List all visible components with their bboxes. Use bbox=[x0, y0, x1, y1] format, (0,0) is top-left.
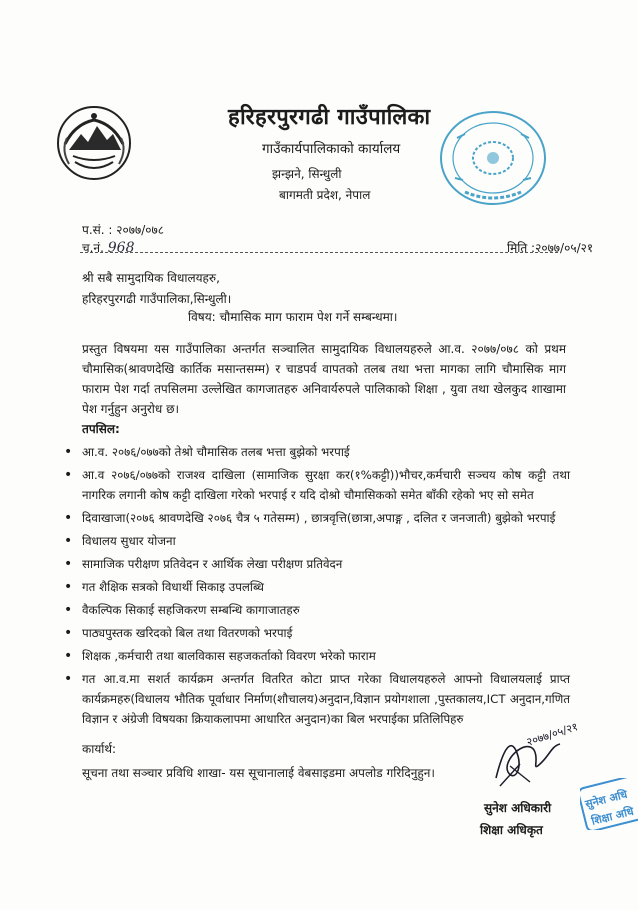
list-item: • गत शैक्षिक सत्रको विधार्थी सिकाइ उपलब्धि bbox=[62, 577, 570, 597]
address-line-2: बागमती प्रदेश, नेपाल bbox=[279, 188, 371, 202]
letter-number-value: 968 bbox=[107, 240, 135, 256]
list-item: • पाठ्यपुस्तक खरिदको बिल तथा वितरणको भरपाई bbox=[62, 623, 570, 643]
address-line-1: झन्झने, सिन्धुली bbox=[272, 167, 342, 181]
tapasil-label: तपसिल: bbox=[82, 422, 120, 436]
officer-stamp-icon bbox=[580, 778, 638, 830]
letter-number bbox=[82, 239, 134, 256]
recipient-line-2: हरिहरपुरगढी गाउँपालिका,सिन्धुली। bbox=[82, 292, 232, 306]
recipient-line-1: श्री सबै सामुदायिक विधालयहरु, bbox=[82, 271, 220, 285]
list-item: • आ.व २०७६/०७७को राजश्व दाखिला (सामाजिक सुरक्षा कर(१%कट्टी))भौचर,कर्मचारी सञ्चय कोष कट्टी तथा नागरिक लगानी कोष कट्टी दाखिला गरेको भरपाई र यदि दोश्रो चौमासिकको समेत बाँकी रहेको भए सो समेत bbox=[62, 465, 570, 505]
body-paragraph: प्रस्तुत विषयमा यस गाउँपालिका अन्तर्गत सञ्चालित सामुदायिक विधालयहरुले आ.व. २०७७/०७८ को प्रथम चौमासिक(श्रावणदेखि कार्तिक मसान्तसम्म) र चाडपर्व वापतको तलब तथा भत्ता मागका लागि चौमासिक माग फाराम पेश गर्दा तपसिलमा उल्लेखित कागजातहरु अनिवार्यरुपले पालिकाको शिक्षा , युवा तथा खेलकुद शाखामा पेश गर्नुहुन अनुरोध छ। bbox=[82, 342, 566, 416]
list-item: • दिवाखाजा(२०७६ श्रावणदेखि २०७६ चैत्र ५ गतेसम्म) , छात्रवृत्ति(छात्रा,अपाङ्ग , दलित र जनजाती) बुझेको भरपाई bbox=[62, 508, 570, 528]
signer-name: सुनेश अधिकारी bbox=[484, 801, 552, 815]
svg-text:शिक्षा अधि: शिक्षा अधि bbox=[590, 804, 635, 828]
nepal-emblem-icon bbox=[55, 104, 133, 182]
handwritten-signature bbox=[490, 716, 580, 792]
list-item: • सामाजिक परीक्षण प्रतिवेदन र आर्थिक लेखा परीक्षण प्रतिवेदन bbox=[62, 554, 570, 574]
fiscal-year: प.सं. : २०७७/०७८ bbox=[82, 223, 164, 237]
list-item: • विधालय सुधार योजना bbox=[62, 531, 570, 551]
header-divider bbox=[80, 252, 558, 253]
subject-line: विषय: चौमासिक माग फाराम पेश गर्ने सम्बन्धमा। bbox=[188, 310, 398, 324]
list-item: • शिक्षक ,कर्मचारी तथा बालविकास सहजकर्ताको विवरण भरेको फाराम bbox=[62, 646, 570, 666]
letter-date: मिति :२०७७/०५/२१ bbox=[507, 241, 594, 255]
office-seal-icon bbox=[435, 108, 551, 208]
action-label: कार्यार्थ: bbox=[82, 742, 117, 756]
signature-date: २०७७/०५/२१ bbox=[524, 720, 580, 749]
signer-title: शिक्षा अधिकृत bbox=[480, 823, 543, 837]
svg-text:सुनेश अधि: सुनेश अधि bbox=[583, 787, 629, 811]
letter-number-label: च.नं. bbox=[82, 241, 104, 255]
action-text: सूचना तथा सञ्चार प्रविधि शाखा- यस सूचानालाई वेबसाइडमा अपलोड गरिदिनुहुन। bbox=[82, 766, 435, 780]
list-item: • वैकल्पिक सिकाई सहजिकरण सम्बन्धि कागाजातहरु bbox=[62, 600, 570, 620]
list-item: • आ.व. २०७६/०७७को तेश्रो चौमासिक तलब भत्ता बुझेको भरपाई bbox=[62, 442, 570, 462]
office-name: गाउँकार्यपालिकाको कार्यालय bbox=[262, 141, 401, 157]
document-list bbox=[62, 442, 570, 732]
list-item: • गत आ.व.मा सशर्त कार्यक्रम अन्तर्गत वितरित कोटा प्राप्त गरेका विधालयहरुले आफ्नो विधालयलाई प्राप्त कार्यक्रमहरु(विधालय भौतिक पूर्वाधार निर्माण(शौचालय)अनुदान,विज्ञान प्रयोगशाला ,पुस्तकालय,ICT अनुदान,गणित विज्ञान र अंग्रेजी विषयका क्रियाकलापमा आधारित अनुदान)का बिल भरपाईका प्रतिलिपिहरु bbox=[62, 669, 570, 729]
org-name: हरिहरपुरगढी गाउँपालिका bbox=[228, 105, 431, 130]
